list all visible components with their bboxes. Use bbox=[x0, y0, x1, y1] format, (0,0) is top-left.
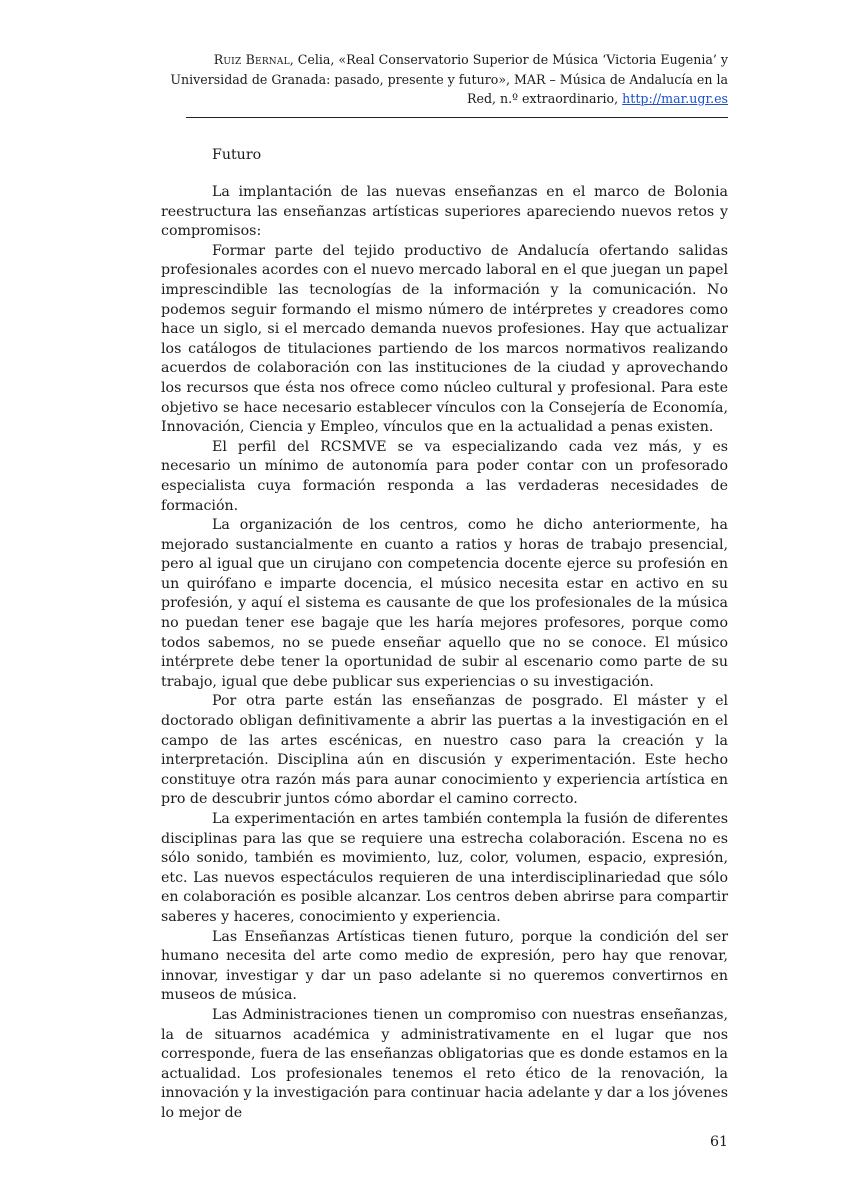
paragraph: Las Administraciones tienen un compromiso con nuestras enseñanzas, la de situarnos académica y administrativamente en el lugar que nos corresponde, fuera de las enseñanzas obligatorias que es donde estamos en la actualidad. Los profesionales tenemos el reto ético de la renovación, la innovación y la investigación para continuar hacia adelante y dar a los jóvenes lo mejor de bbox=[161, 1006, 728, 1121]
body-text bbox=[161, 183, 728, 1124]
paragraph: La implantación de las nuevas enseñanzas en el marco de Bolonia reestructura las enseñanzas artísticas superiores apareciendo nuevos retos y compromisos: bbox=[161, 184, 728, 240]
page-number: 61 bbox=[709, 1134, 728, 1150]
header-link[interactable]: http://mar.ugr.es bbox=[622, 91, 728, 106]
paragraph: Formar parte del tejido productivo de Andalucía ofertando salidas profesionales acordes con el nuevo mercado laboral en el que juegan un papel imprescindible las tecnologías de la información y la comunicación. No podemos seguir formando el mismo número de intérpretes y creadores como hace un siglo, si el mercado demanda nuevos profesiones. Hay que actualizar los catálogos de titulaciones partiendo de los marcos normativos realizando acuerdos de colaboración con las instituciones de la ciudad y aprovechando los recursos que ésta nos ofrece como núcleo cultural y profesional. Para este objetivo se hace necesario establecer vínculos con la Consejería de Economía, Innovación, Ciencia y Empleo, vínculos que en la actualidad a penas existen. bbox=[161, 242, 728, 436]
paragraph: La organización de los centros, como he dicho anteriormente, ha mejorado sustancialmente en cuanto a ratios y horas de trabajo presencial, pero al igual que un cirujano con competencia docente ejerce su profesión en un quirófano e imparte docencia, el músico necesita estar en activo en su profesión, y aquí el sistema es causante de que los profesionales de la música no puedan tener ese bagaje que les haría mejores profesores, porque como todos sabemos, no se puede enseñar aquello que no se conoce. El músico intérprete debe tener la oportunidad de subir al escenario como parte de su trabajo, igual que debe publicar sus experiencias o su investigación. bbox=[161, 517, 728, 690]
header-rule bbox=[186, 117, 728, 118]
header-citation: , Celia, «Real Conservatorio Superior de Música ‘Victoria Eugenia’ y Universidad de Granada: pasado, presente y futuro», MAR – Música de Andalucía en la Red, n.º extraordinario, bbox=[170, 52, 728, 106]
paragraph: Las Enseñanzas Artísticas tienen futuro, porque la condición del ser humano necesita del arte como medio de expresión, pero hay que renovar, innovar, investigar y dar un paso adelante si no queremos convertirnos en museos de música. bbox=[161, 928, 728, 1004]
paragraph: Por otra parte están las enseñanzas de posgrado. El máster y el doctorado obligan definitivamente a abrir las puertas a la investigación en el campo de las artes escénicas, en nuestro caso para la creación y la interpretación. Disciplina aún en discusión y experimentación. Este hecho constituye otra razón más para aunar conocimiento y experiencia artística en pro de descubrir juntos cómo abordar el camino correcto. bbox=[161, 693, 728, 808]
paragraph: La experimentación en artes también contempla la fusión de diferentes disciplinas para las que se requiere una estrecha colaboración. Escena no es sólo sonido, también es movimiento, luz, color, volumen, espacio, expresión, etc. Las nuevos espectáculos requieren de una interdisciplinariedad que sólo en colaboración es posible alcanzar. Los centros deben abrirse para compartir saberes y haceres, conocimiento y experiencia. bbox=[161, 811, 728, 925]
running-header bbox=[160, 50, 728, 109]
header-author: Ruiz Bernal bbox=[213, 52, 290, 67]
paragraph: El perfil del RCSMVE se va especializando cada vez más, y es necesario un mínimo de autonomía para poder contar con un profesorado especialista cuya formación responda a las verdaderas necesidades de formación. bbox=[161, 438, 728, 514]
section-title: Futuro bbox=[212, 147, 262, 163]
